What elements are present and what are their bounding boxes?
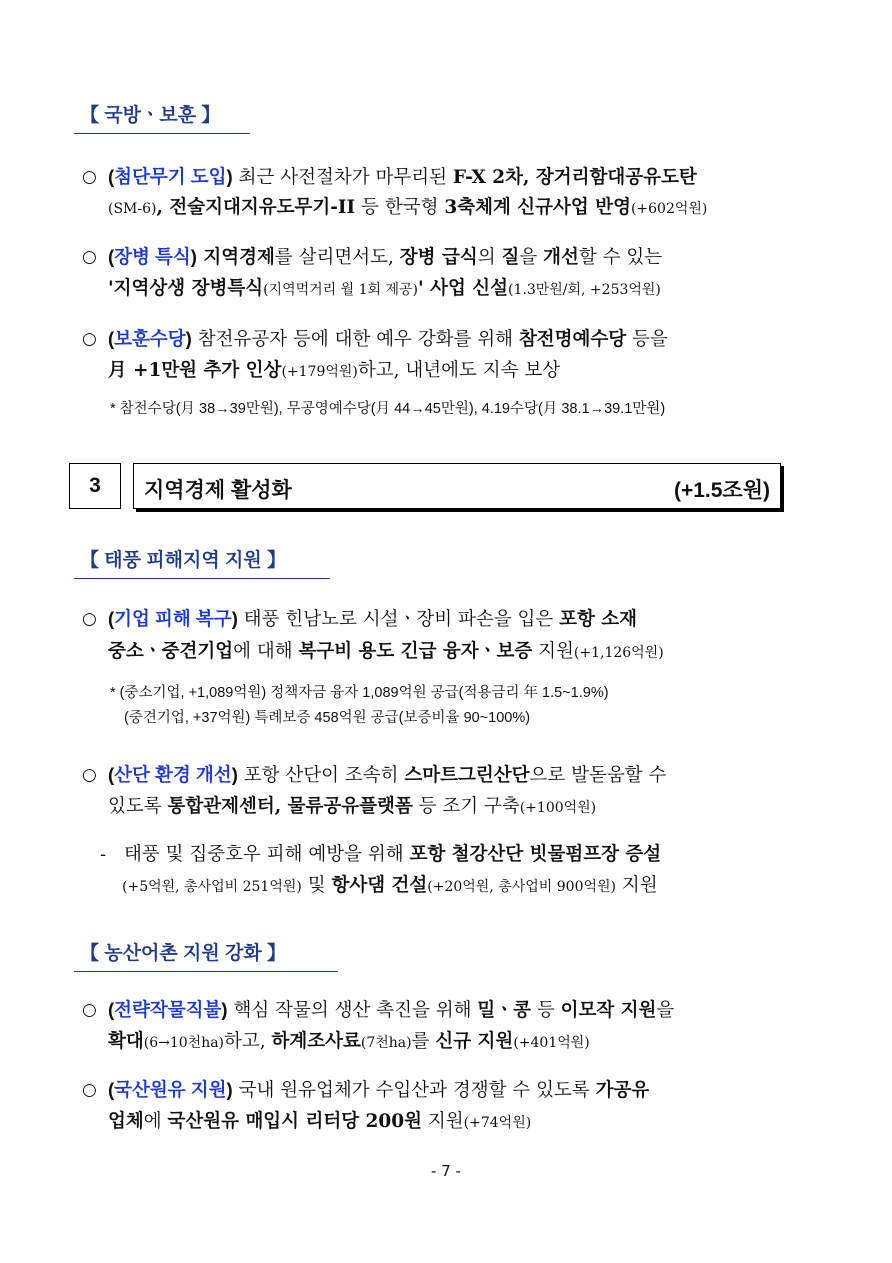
keyword: 첨단무기 도입 xyxy=(114,166,227,187)
keyword: 기업 피해 복구 xyxy=(114,608,232,629)
keyword: 장병 특식 xyxy=(114,246,191,267)
section-number-box xyxy=(69,463,121,509)
paragraph-line: (첨단무기 도입) 최근 사전절차가 마무리된 F-X 2차, 장거리함대공유도탄 xyxy=(108,166,697,188)
paragraph-line: '지역상생 장병특식(지역먹거리 월 1회 제공)' 사업 신설(1.3만원/회, +253억원) xyxy=(108,278,661,299)
bullet-marker: ○ xyxy=(82,1000,97,1020)
keyword: 산단 환경 개선 xyxy=(114,764,232,785)
keyword: 국산원유 지원 xyxy=(114,1079,227,1100)
bullet-marker: ○ xyxy=(82,329,97,349)
paragraph-line: (국산원유 지원) 국내 원유업체가 수입산과 경쟁할 수 있도록 가공유 xyxy=(108,1079,650,1101)
paragraph-line: (전략작물직불) 핵심 작물의 생산 촉진을 위해 밀ㆍ콩 등 이모작 지원을 xyxy=(108,999,675,1021)
paragraph-line: (보훈수당) 참전유공자 등에 대한 예우 강화를 위해 참전명예수당 등을 xyxy=(108,328,668,350)
section-title-box xyxy=(133,463,781,509)
footnote: * (중소기업, +1,089억원) 정책자금 융자 1,089억원 공급(적용금리 年 1.5~1.9%) xyxy=(110,685,609,701)
section-heading-typhoon: 【 태풍 피해지역 지원 】 xyxy=(74,545,330,579)
footnote: (중견기업, +37억원) 특례보증 458억원 공급(보증비율 90~100%) xyxy=(124,710,531,726)
footnote: * 참전수당(月 38→39만원), 무공영예수당(月 44→45만원), 4.19수당(月 38.1→39.1만원) xyxy=(110,401,666,417)
keyword: 보훈수당 xyxy=(114,328,186,349)
paragraph-line: 있도록 통합관제센터, 물류공유플랫폼 등 조기 구축(+100억원) xyxy=(108,796,597,817)
bullet-marker: ○ xyxy=(82,1080,97,1100)
keyword: 전략작물직불 xyxy=(114,999,222,1020)
paragraph-line: (SM-6), 전술지대지유도무기-II 등 한국형 3축체계 신규사업 반영(+602억원) xyxy=(108,197,708,218)
paragraph-line: (+5억원, 총사업비 251억원) 및 항사댐 건설(+20억원, 총사업비 900억원) 지원 xyxy=(122,875,658,896)
section-heading-defense: 【 국방ㆍ보훈 】 xyxy=(74,100,250,134)
section-amount: (+1.5조원) xyxy=(673,479,770,502)
paragraph-line: 태풍 및 집중호우 피해 예방을 위해 포항 철강산단 빗물펌프장 증설 xyxy=(124,844,662,865)
section-number: 3 xyxy=(89,474,101,497)
paragraph-line: 확대(6→10천ha)하고, 하계조사료(7천ha)를 신규 지원(+401억원) xyxy=(108,1031,590,1052)
paragraph-line: 月 +1만원 추가 인상(+179억원)하고, 내년에도 지속 보상 xyxy=(108,360,561,381)
bullet-marker: ○ xyxy=(82,167,97,187)
section-heading-rural: 【 농산어촌 지원 강화 】 xyxy=(74,938,338,972)
dash-marker: - xyxy=(100,845,107,865)
paragraph-line: (장병 특식) 지역경제를 살리면서도, 장병 급식의 질을 개선할 수 있는 xyxy=(108,246,663,268)
paragraph-line: 업체에 국산원유 매입시 리터당 200원 지원(+74억원) xyxy=(108,1111,532,1132)
bullet-marker: ○ xyxy=(82,247,97,267)
paragraph-line: 중소ㆍ중견기업에 대해 복구비 용도 긴급 융자ㆍ보증 지원(+1,126억원) xyxy=(108,641,664,662)
bullet-marker: ○ xyxy=(82,765,97,785)
bullet-marker: ○ xyxy=(82,609,97,629)
paragraph-line: (산단 환경 개선) 포항 산단이 조속히 스마트그린산단으로 발돋움할 수 xyxy=(108,764,667,786)
page-number: - 7 - xyxy=(431,1162,461,1180)
paragraph-line: (기업 피해 복구) 태풍 힌남노로 시설ㆍ장비 파손을 입은 포항 소재 xyxy=(108,608,638,630)
section-title: 지역경제 활성화 xyxy=(144,479,292,502)
